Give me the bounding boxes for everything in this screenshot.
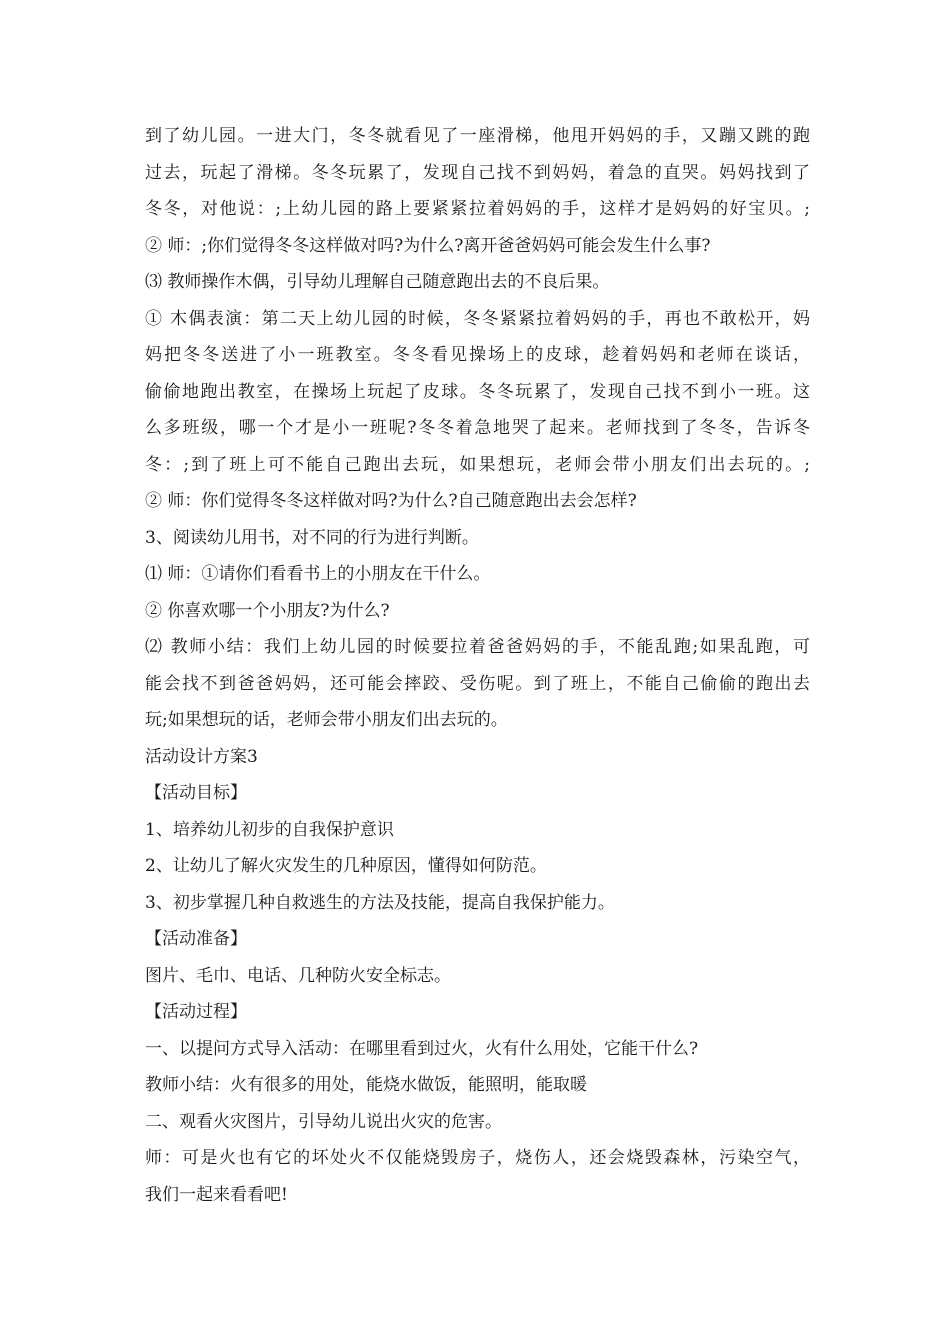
text-line: ② 你喜欢哪一个小朋友?为什么? xyxy=(145,600,390,621)
text-line: 活动设计方案3 xyxy=(145,746,258,767)
text-line: 3、初步掌握几种自救逃生的方法及技能，提高自我保护能力。 xyxy=(145,892,615,913)
text-line: 【活动过程】 xyxy=(145,1002,247,1022)
text-line: ② 师：;你们觉得冬冬这样做对吗?为什么?离开爸爸妈妈可能会发生什么事? xyxy=(145,235,711,256)
text-line: ⑶ 教师操作木偶，引导幼儿理解自己随意跑出去的不良后果。 xyxy=(145,272,610,292)
text-line: 【活动目标】 xyxy=(145,783,247,803)
text-line: 能会找不到爸爸妈妈，还可能会摔跤、受伤呢。到了班上，不能自己偷偷的跑出去 xyxy=(145,673,810,694)
text-line: ① 木偶表演：第二天上幼儿园的时候，冬冬紧紧拉着妈妈的手，再也不敢松开，妈 xyxy=(145,308,810,329)
text-line: 过去，玩起了滑梯。冬冬玩累了，发现自己找不到妈妈，着急的直哭。妈妈找到了 xyxy=(145,162,810,183)
text-line: 么多班级，哪一个才是小一班呢?冬冬着急地哭了起来。老师找到了冬冬，告诉冬 xyxy=(145,418,810,438)
text-line: 妈把冬冬送进了小一班教室。冬冬看见操场上的皮球，趁着妈妈和老师在谈话， xyxy=(145,345,810,365)
text-line: 到了幼儿园。一进大门，冬冬就看见了一座滑梯，他甩开妈妈的手，又蹦又跳的跑 xyxy=(145,126,810,146)
text-line: 图片、毛巾、电话、几种防火安全标志。 xyxy=(145,965,451,986)
text-line: ② 师：你们觉得冬冬这样做对吗?为什么?自己随意跑出去会怎样? xyxy=(145,491,637,511)
text-line: 师：可是火也有它的坏处火不仅能烧毁房子，烧伤人，还会烧毁森林，污染空气， xyxy=(145,1148,810,1168)
text-line: 二、观看火灾图片，引导幼儿说出火灾的危害。 xyxy=(145,1111,502,1132)
text-line: ⑴ 师：①请你们看看书上的小朋友在干什么。 xyxy=(145,564,491,584)
text-line: 3、阅读幼儿用书，对不同的行为进行判断。 xyxy=(145,527,479,548)
text-line: 冬冬，对他说：;上幼儿园的路上要紧紧拉着妈妈的手，这样才是妈妈的好宝贝。; xyxy=(145,199,810,219)
text-line: 偷偷地跑出教室，在操场上玩起了皮球。冬冬玩累了，发现自己找不到小一班。这 xyxy=(145,381,810,402)
text-line: 1、培养幼儿初步的自我保护意识 xyxy=(145,819,394,840)
text-line: 【活动准备】 xyxy=(145,929,247,949)
text-line: 玩;如果想玩的话，老师会带小朋友们出去玩的。 xyxy=(145,710,508,730)
text-line: 我们一起来看看吧! xyxy=(145,1184,288,1205)
text-line: ⑵ 教师小结：我们上幼儿园的时候要拉着爸爸妈妈的手，不能乱跑;如果乱跑，可 xyxy=(145,637,810,657)
text-line: 冬：;到了班上可不能自己跑出去玩，如果想玩，老师会带小朋友们出去玩的。; xyxy=(145,454,810,475)
text-line: 教师小结：火有很多的用处，能烧水做饭，能照明，能取暖 xyxy=(145,1075,587,1095)
text-line: 2、让幼儿了解火灾发生的几种原因，懂得如何防范。 xyxy=(145,856,547,876)
text-line: 一、以提问方式导入活动：在哪里看到过火，火有什么用处，它能干什么? xyxy=(145,1038,699,1059)
document-page xyxy=(145,118,810,1213)
